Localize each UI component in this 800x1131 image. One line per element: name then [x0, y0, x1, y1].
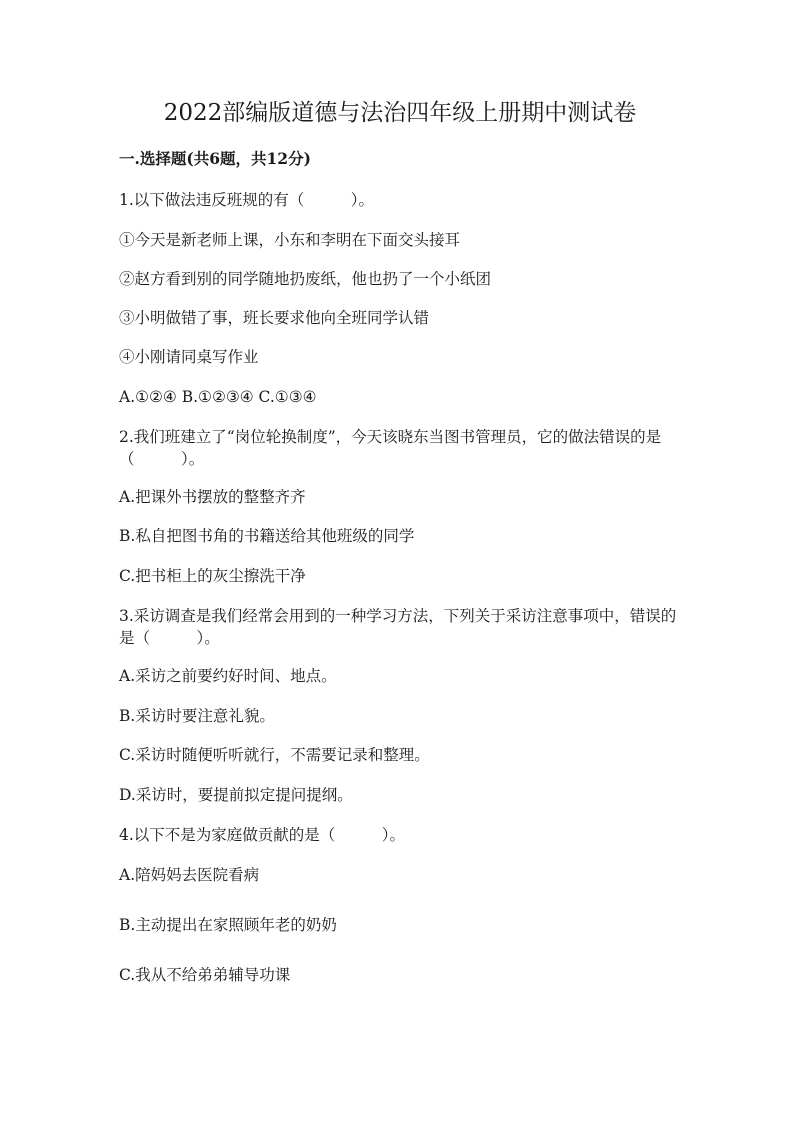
question-3-stem: 3.采访调查是我们经常会用到的一种学习方法，下列关于采访注意事项中，错误的是（ ）。: [119, 607, 677, 647]
question-1-statement-3: ③小明做错了事，班长要求他向全班同学认错: [119, 309, 430, 327]
question-1-statement-4: ④小刚请同桌写作业: [119, 348, 259, 366]
question-3-option-d: D.采访时，要提前拟定提问提纲。: [119, 786, 353, 804]
question-4-option-a: A.陪妈妈去医院看病: [119, 866, 260, 884]
question-1-statement-2: ②赵方看到别的同学随地扔废纸，他也扔了一个小纸团: [119, 270, 492, 288]
section-heading: 一.选择题(共6题，共12分): [119, 149, 311, 168]
question-4-stem: 4.以下不是为家庭做贡献的是（ ）。: [119, 826, 406, 844]
question-3-option-a: A.采访之前要约好时间、地点。: [119, 667, 337, 685]
question-2-option-b: B.私自把图书角的书籍送给其他班级的同学: [119, 527, 415, 545]
question-1-options: A.①②④ B.①②③④ C.①③④: [119, 388, 317, 406]
page-title: 2022部编版道德与法治四年级上册期中测试卷: [163, 100, 637, 126]
question-3-option-c: C.采访时随便听听就行，不需要记录和整理。: [119, 746, 430, 764]
question-1-stem: 1.以下做法违反班规的有（ ）。: [119, 191, 375, 209]
question-1-statement-1: ①今天是新老师上课，小东和李明在下面交头接耳: [119, 231, 461, 249]
question-3-option-b: B.采访时要注意礼貌。: [119, 707, 275, 725]
question-2-option-a: A.把课外书摆放的整整齐齐: [119, 488, 306, 506]
question-2-option-c: C.把书柜上的灰尘擦洗干净: [119, 567, 306, 585]
question-4-option-b: B.主动提出在家照顾年老的奶奶: [119, 916, 337, 934]
question-2-stem: 2.我们班建立了“岗位轮换制度”，今天该晓东当图书管理员，它的做法错误的是（ ）。: [119, 428, 662, 468]
question-4-option-c: C.我从不给弟弟辅导功课: [119, 966, 291, 984]
